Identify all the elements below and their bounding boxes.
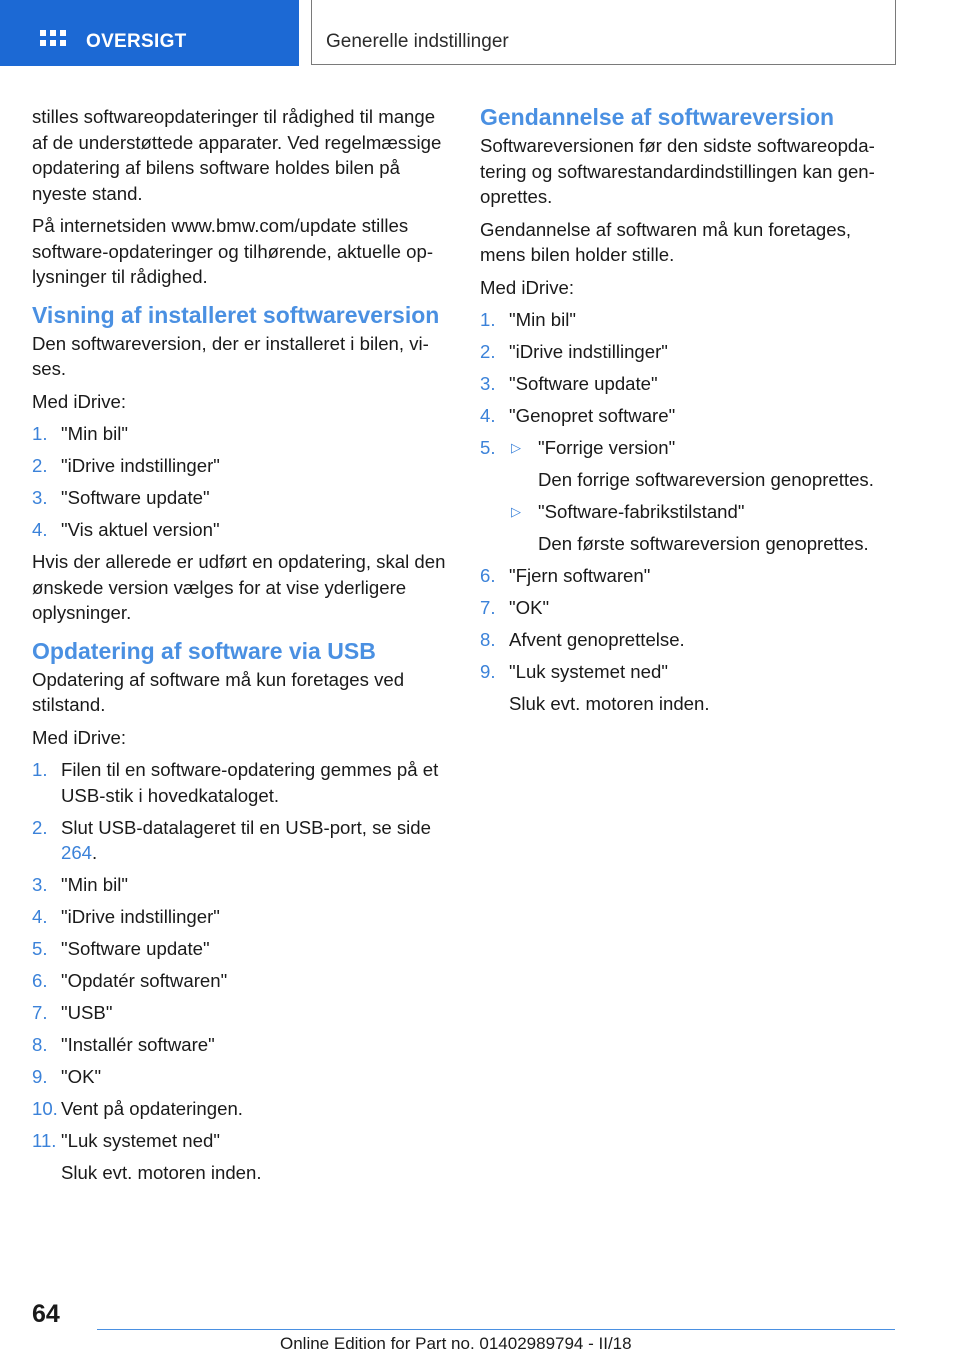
paragraph: Med iDrive:	[480, 276, 575, 298]
option-text: "Forrige version"	[538, 437, 676, 458]
list-item	[32, 485, 450, 511]
option-description: Den første softwareversion genoprettes.	[538, 533, 869, 554]
step-text: "Software update"	[509, 373, 658, 394]
step-note: Sluk evt. motoren inden.	[61, 1162, 262, 1183]
list-item	[32, 1032, 450, 1058]
triangle-bullet-icon: ▷	[511, 504, 521, 519]
step-text: "iDrive indstillinger"	[61, 455, 220, 476]
step-number: 4.	[32, 519, 48, 540]
list-item	[480, 659, 900, 717]
list-item	[32, 936, 450, 962]
step-number: 7.	[480, 597, 496, 618]
step-number: 10.	[32, 1098, 58, 1119]
list-item	[32, 421, 450, 447]
list-item	[32, 815, 450, 866]
list-item	[480, 339, 900, 365]
step-number: 6.	[480, 565, 496, 586]
step-text: "Genopret software"	[509, 405, 676, 426]
step-text: Filen til en software-opdatering gemmes på et USB-stik i hovedkataloget.	[61, 759, 439, 806]
list-item	[32, 453, 450, 479]
paragraph: Softwareversionen før den sidste softwareopdatering og softwarestandardindstillingen kan genoprettes.	[480, 135, 875, 207]
page-reference-link[interactable]: 264	[61, 842, 93, 863]
step-list	[480, 307, 900, 717]
step-number: 5.	[480, 437, 496, 458]
list-item	[32, 872, 450, 898]
grid-menu-icon	[40, 30, 66, 46]
step-number: 3.	[480, 373, 496, 394]
paragraph: På internetsiden www.bmw.com/update stilles software-opdateringer og tilhørende, aktuelle oplysninger til rådighed.	[32, 215, 434, 287]
overview-tab-label: OVERSIGT	[86, 31, 187, 52]
step-text: "Installér software"	[61, 1034, 215, 1055]
step-number: 8.	[480, 629, 496, 650]
list-item	[32, 968, 450, 994]
step-text: "Luk systemet ned"	[509, 661, 668, 682]
list-item	[480, 403, 900, 429]
paragraph: stilles softwareopdateringer til rådighed til mange af de understøttede apparater. Ved regelmæssige opdatering af bilens software holdes bilen på nyeste stand.	[32, 106, 442, 204]
step-number: 2.	[32, 816, 48, 838]
page-number: 64	[32, 1300, 60, 1328]
step-number: 3.	[32, 874, 48, 895]
list-item	[32, 1096, 450, 1122]
section-header-label: Generelle indstillinger	[326, 31, 509, 52]
overview-tab[interactable]	[0, 0, 299, 66]
footer-divider	[97, 1329, 895, 1330]
list-item	[32, 1000, 450, 1026]
left-column	[32, 104, 450, 1192]
step-text: Afvent genoprettelse.	[509, 629, 685, 650]
section-heading: Gendannelse af softwareversion	[480, 104, 835, 130]
step-number: 2.	[32, 455, 48, 476]
step-number: 7.	[32, 1002, 48, 1023]
step-number: 4.	[32, 906, 48, 927]
list-item	[480, 563, 900, 589]
step-list	[32, 421, 450, 543]
list-item	[32, 517, 450, 543]
list-item	[32, 1064, 450, 1090]
step-number: 1.	[32, 759, 48, 780]
step-text: Slut USB-datalageret til en USB-port, se side	[61, 816, 431, 838]
paragraph: Med iDrive:	[32, 726, 127, 748]
list-item	[32, 904, 450, 930]
step-text: "Luk systemet ned"	[61, 1130, 220, 1151]
step-text: "iDrive indstillinger"	[61, 906, 220, 927]
step-text: "USB"	[61, 1002, 113, 1023]
step-text: Vent på opdateringen.	[61, 1098, 243, 1119]
list-item	[480, 371, 900, 397]
step-text: "Min bil"	[61, 874, 128, 895]
step-number: 1.	[480, 309, 496, 330]
paragraph: Den softwareversion, der er installeret i bilen, vises.	[32, 332, 429, 379]
list-item	[480, 435, 900, 557]
step-number: 6.	[32, 970, 48, 991]
step-text: "Fjern softwaren"	[509, 565, 651, 586]
section-heading: Opdatering af software via USB	[32, 637, 376, 664]
step-number: 5.	[32, 938, 48, 959]
option-text: "Software-fabrikstilstand"	[538, 501, 745, 522]
paragraph: Opdatering af software må kun foretages ved stilstand.	[32, 668, 405, 715]
section-heading: Visning af installeret softwareversion	[32, 301, 440, 328]
option-item	[509, 435, 900, 493]
step-text: "Opdatér softwaren"	[61, 970, 228, 991]
triangle-bullet-icon: ▷	[511, 440, 521, 455]
paragraph: Hvis der allerede er udført en opdatering, skal den ønskede version vælges for at vise yderligere oplysninger.	[32, 551, 446, 623]
edition-footer: Online Edition for Part no. 01402989794 - II/18	[280, 1334, 632, 1353]
step-text: "Software update"	[61, 487, 210, 508]
option-description: Den forrige softwareversion genoprettes.	[538, 469, 874, 490]
option-list	[509, 435, 900, 557]
section-header	[311, 0, 896, 65]
step-text: "Software update"	[61, 938, 210, 959]
step-number: 4.	[480, 405, 496, 426]
list-item	[480, 627, 900, 653]
option-item	[509, 499, 900, 557]
step-number: 1.	[32, 423, 48, 444]
step-text: "OK"	[61, 1066, 102, 1087]
list-item	[480, 307, 900, 333]
step-number: 3.	[32, 487, 48, 508]
step-list	[32, 757, 450, 1186]
step-text: "Min bil"	[509, 309, 576, 330]
list-item	[480, 595, 900, 621]
step-text: "Min bil"	[61, 423, 128, 444]
step-number: 2.	[480, 341, 496, 362]
right-column	[480, 104, 900, 723]
step-text: "iDrive indstillinger"	[509, 341, 668, 362]
paragraph: Gendannelse af softwaren må kun foretages, mens bilen holder stille.	[480, 218, 852, 265]
step-number: 8.	[32, 1034, 48, 1055]
step-number: 11.	[32, 1130, 57, 1151]
step-number: 9.	[480, 661, 496, 682]
step-text: "Vis aktuel version"	[61, 519, 220, 540]
step-note: Sluk evt. motoren inden.	[509, 693, 710, 714]
paragraph: Med iDrive:	[32, 390, 127, 412]
list-item	[32, 1128, 450, 1186]
step-text: "OK"	[509, 597, 550, 618]
list-item	[32, 757, 450, 808]
step-text-end: .	[92, 842, 98, 863]
step-number: 9.	[32, 1066, 48, 1087]
